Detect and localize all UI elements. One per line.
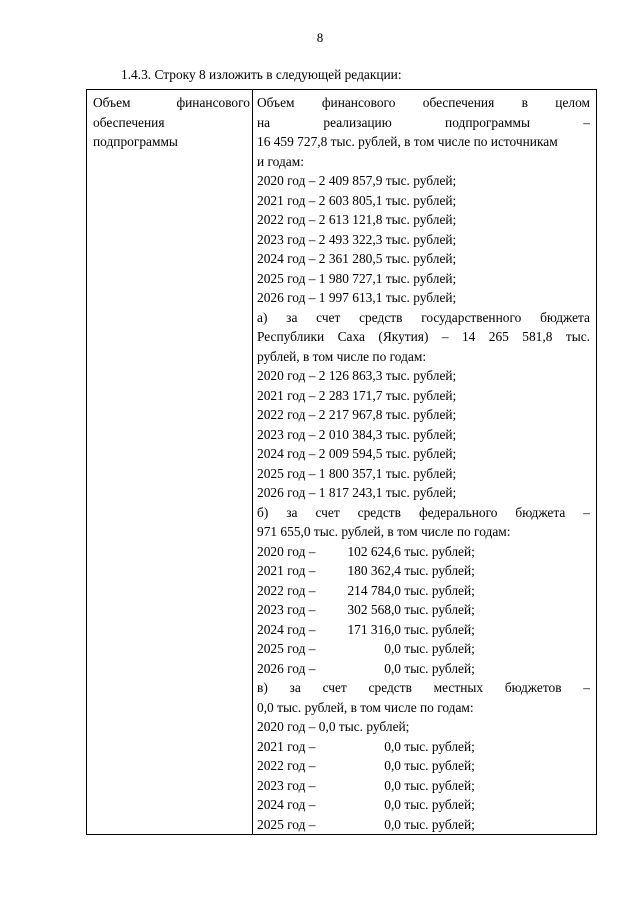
total-year-line: 2026 год – 1 997 613,1 тыс. рублей;	[257, 290, 457, 305]
state-heading-line: а) за счет средств государственного бюджета	[257, 309, 590, 325]
federal-year-line	[257, 659, 590, 679]
right-cell	[253, 90, 597, 835]
state-year-line: 2021 год – 2 283 171,7 тыс. рублей;	[257, 387, 457, 403]
left-cell	[87, 90, 253, 835]
page-number: 8	[316, 30, 324, 45]
state-year-line: 2022 год – 2 217 967,8 тыс. рублей;	[257, 407, 457, 422]
state-heading-line: Республики Саха (Якутия) – 14 265 581,8 тыс.	[257, 329, 590, 344]
total-years-list	[257, 171, 590, 308]
year-label: 2023 год –	[257, 777, 316, 793]
federal-year-line	[257, 600, 590, 620]
local-year-line	[257, 756, 590, 776]
amount-value: 214 784,0	[347, 582, 401, 598]
left-label: Объем финансового обеспечения подпрограммы	[93, 95, 250, 149]
amount-value: 0,0	[384, 641, 401, 656]
federal-year-line	[257, 581, 590, 601]
amount-unit: тыс. рублей;	[401, 738, 475, 754]
amount-unit: тыс. рублей;	[401, 563, 475, 578]
amount-value: 180 362,4	[347, 563, 401, 578]
federal-heading-line: б) за счет средств федерального бюджета –	[257, 504, 590, 520]
state-year-line: 2023 год – 2 010 384,3 тыс. рублей;	[257, 426, 457, 442]
funding-table	[86, 89, 597, 835]
local-heading-line: в) за счет средств местных бюджетов –	[257, 680, 590, 695]
amount-unit: тыс. рублей;	[401, 816, 475, 832]
local-year-line: 2020 год – 0,0 тыс. рублей;	[257, 719, 410, 734]
local-year-line	[257, 815, 590, 835]
year-label: 2024 год –	[257, 797, 316, 812]
amount-unit: тыс. рублей;	[401, 797, 475, 812]
total-year-line: 2025 год – 1 980 727,1 тыс. рублей;	[257, 270, 457, 286]
federal-years-list	[257, 542, 590, 679]
year-label: 2021 год –	[257, 563, 316, 578]
amount-unit: тыс. рублей;	[401, 602, 475, 617]
amount-value: 0,0	[384, 816, 401, 832]
federal-year-line	[257, 561, 590, 581]
amount-unit: тыс. рублей;	[401, 621, 475, 637]
amount-value: 0,0	[384, 777, 401, 793]
state-year-line: 2024 год – 2 009 594,5 тыс. рублей;	[257, 446, 457, 461]
intro-text: 1.4.3. Строку 8 изложить в следующей редакции:	[121, 67, 402, 82]
amount-value: 171 316,0	[347, 621, 401, 637]
federal-year-line	[257, 620, 590, 640]
total-year-line: 2021 год – 2 603 805,1 тыс. рублей;	[257, 192, 457, 208]
amount-unit: тыс. рублей;	[401, 758, 475, 773]
year-label: 2026 год –	[257, 660, 316, 676]
amount-unit: тыс. рублей;	[401, 641, 475, 656]
state-year-line: 2026 год – 1 817 243,1 тыс. рублей;	[257, 485, 457, 500]
year-label: 2022 год –	[257, 582, 316, 598]
amount-value: 0,0	[384, 738, 401, 754]
local-heading-line: 0,0 тыс. рублей, в том числе по годам:	[257, 699, 474, 715]
local-years-list	[257, 737, 590, 835]
amount-value: 0,0	[384, 758, 401, 773]
federal-heading-line: 971 655,0 тыс. рублей, в том числе по годам:	[257, 524, 511, 539]
amount-unit: тыс. рублей;	[401, 582, 475, 598]
total-year-line: 2020 год – 2 409 857,9 тыс. рублей;	[257, 173, 457, 188]
federal-year-line	[257, 542, 590, 562]
total-heading-line: 16 459 727,8 тыс. рублей, в том числе по источникам	[257, 134, 558, 149]
table-row	[87, 90, 597, 835]
total-year-line: 2023 год – 2 493 322,3 тыс. рублей;	[257, 231, 457, 247]
local-year-line	[257, 795, 590, 815]
year-label: 2023 год –	[257, 602, 316, 617]
year-label: 2021 год –	[257, 738, 316, 754]
state-years-list	[257, 366, 590, 503]
amount-value: 0,0	[384, 797, 401, 812]
total-heading-line: Объем финансового обеспечения в целом	[257, 95, 590, 110]
amount-unit: тыс. рублей;	[401, 660, 475, 676]
year-label: 2022 год –	[257, 758, 316, 773]
year-label: 2025 год –	[257, 641, 316, 656]
total-year-line: 2024 год – 2 361 280,5 тыс. рублей;	[257, 251, 457, 266]
total-year-line: 2022 год – 2 613 121,8 тыс. рублей;	[257, 212, 457, 227]
state-year-line: 2025 год – 1 800 357,1 тыс. рублей;	[257, 465, 457, 481]
amount-unit: тыс. рублей;	[401, 777, 475, 793]
local-year-line	[257, 776, 590, 796]
total-heading-line: на реализацию подпрограммы –	[257, 114, 590, 130]
amount-value: 102 624,6	[347, 543, 401, 559]
amount-unit: тыс. рублей;	[401, 543, 475, 559]
federal-year-line	[257, 639, 590, 659]
amount-value: 302 568,0	[347, 602, 401, 617]
year-label: 2025 год –	[257, 816, 316, 832]
local-year-line	[257, 737, 590, 757]
state-year-line: 2020 год – 2 126 863,3 тыс. рублей;	[257, 368, 457, 383]
year-label: 2024 год –	[257, 621, 316, 637]
total-heading-line: и годам:	[257, 153, 304, 169]
state-heading-line: рублей, в том числе по годам:	[257, 348, 427, 364]
amount-value: 0,0	[384, 660, 401, 676]
year-label: 2020 год –	[257, 543, 316, 559]
